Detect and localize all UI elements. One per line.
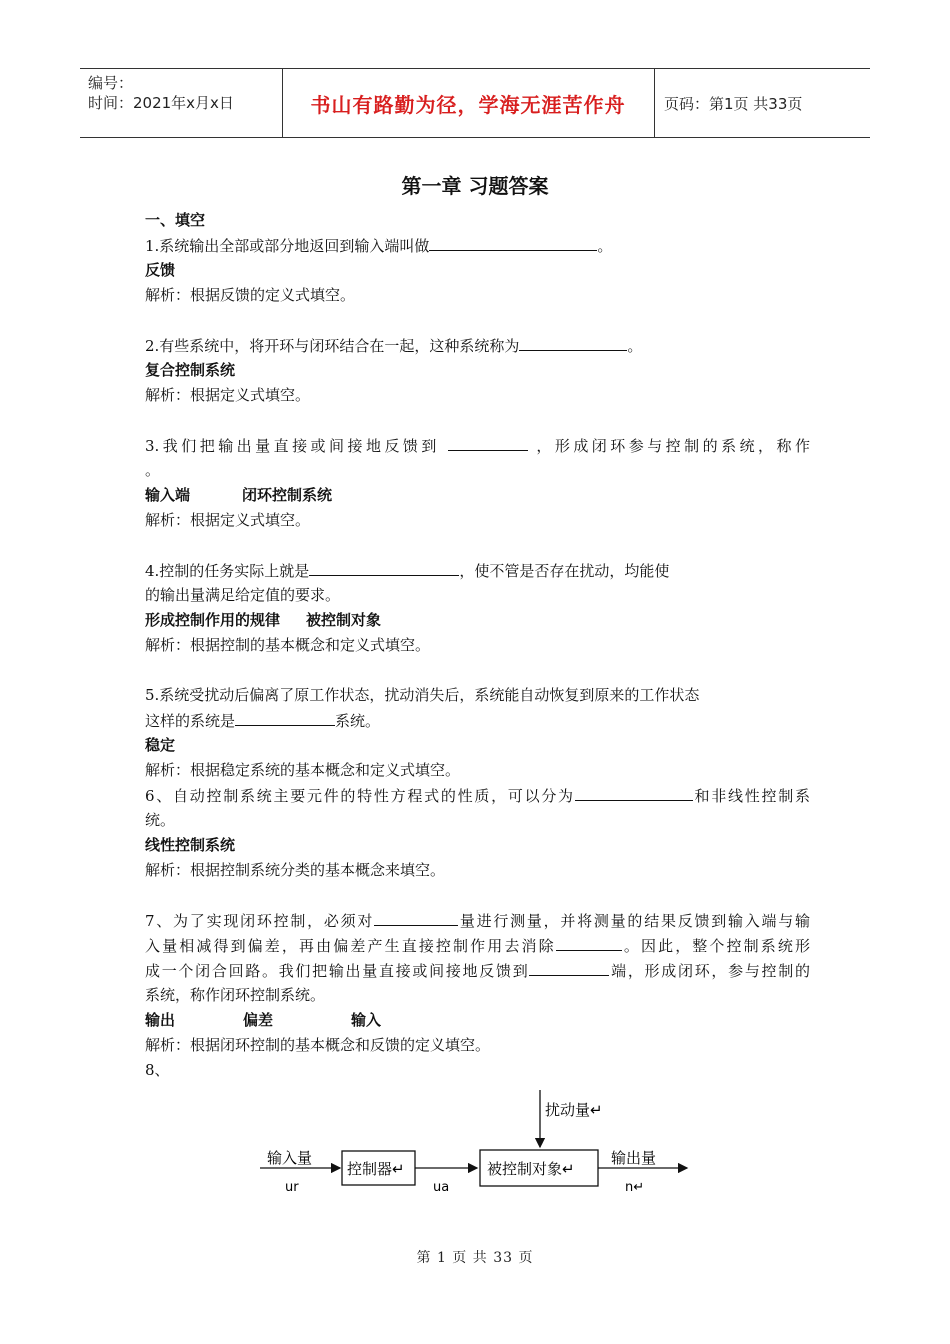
answer-part: 输入: [351, 1011, 382, 1029]
answer-7: [145, 1008, 810, 1033]
input-signal: ur: [285, 1180, 299, 1195]
question-8: 8、: [145, 1061, 170, 1079]
output-label: 输出量: [611, 1149, 657, 1167]
answer-1: 反馈: [145, 261, 176, 279]
answer-part: 被控制对象: [306, 611, 382, 629]
page-footer: 第 1 页 共 33 页: [416, 1250, 534, 1266]
question-text: 入量相减得到偏差，再由偏差产生直接控制作用去消除: [145, 937, 556, 955]
question-text: 6、自动控制系统主要元件的特性方程式的性质，可以分为: [145, 787, 575, 805]
plant-label: 被控制对象↵: [487, 1160, 575, 1178]
analysis-1: 解析：根据反馈的定义式填空。: [145, 286, 356, 304]
disturbance-label: 扰动量↵: [545, 1101, 603, 1119]
header-meta: [88, 73, 278, 113]
question-4-cont: 的输出量满足给定值的要求。: [145, 586, 341, 604]
question-text: ，使不管是否存在扰动，均能使: [459, 562, 670, 580]
question-7-line-1: [145, 908, 810, 933]
question-text: 量进行测量，并将测量的结果反馈到输入端与输: [458, 912, 810, 930]
header-page-number: 页码：第1页 共33页: [664, 94, 803, 113]
control-signal-label: ua: [433, 1180, 450, 1195]
code-label: 编号：: [88, 74, 134, 92]
answer-blank: [374, 908, 458, 926]
output-signal: n↵: [625, 1180, 645, 1195]
analysis-3: 解析：根据定义式填空。: [145, 511, 311, 529]
question-1: [145, 233, 810, 258]
spacer: [145, 308, 810, 333]
answer-part: 形成控制作用的规律: [145, 611, 281, 629]
question-text: 3.我们把输出量直接或间接地反馈到: [145, 437, 440, 455]
block-diagram: [255, 1085, 705, 1205]
question-text: 和非线性控制系: [692, 787, 810, 805]
question-4: [145, 558, 810, 583]
controller-label: 控制器↵: [347, 1160, 405, 1178]
answer-blank: [529, 958, 609, 976]
time-label: 时间：2021年x月x日: [88, 94, 234, 112]
question-text: 成一个闭合回路。我们把输出量直接或间接地反馈到: [145, 962, 530, 980]
answer-4: [145, 608, 810, 633]
question-2: [145, 333, 810, 358]
question-7-line-4: 系统，称作闭环控制系统。: [145, 986, 326, 1004]
question-3: [145, 433, 810, 458]
document-body: [145, 208, 810, 1083]
answer-blank: [556, 933, 622, 951]
analysis-5: 解析：根据稳定系统的基本概念和定义式填空。: [145, 761, 461, 779]
block-diagram-svg: [255, 1085, 705, 1205]
answer-blank: [309, 558, 459, 576]
analysis-4: 解析：根据控制的基本概念和定义式填空。: [145, 636, 431, 654]
spacer: [145, 408, 810, 433]
answer-blank: [448, 433, 528, 451]
answer-blank: [235, 708, 335, 726]
question-text: ，形成闭环参与控制的系统，称作: [536, 437, 810, 455]
question-3-end: 。: [145, 461, 161, 479]
answer-6: 线性控制系统: [145, 836, 236, 854]
answer-blank: [519, 333, 627, 351]
section-heading: 一、填空: [145, 211, 206, 229]
question-tail: 。: [597, 237, 613, 255]
question-7-line-3: [145, 958, 810, 983]
question-6: [145, 783, 810, 808]
header-divider: [654, 69, 655, 137]
input-label: 输入量: [267, 1149, 313, 1167]
question-5: 5.系统受扰动后偏离了原工作状态，扰动消失后，系统能自动恢复到原来的工作状态: [145, 686, 700, 704]
question-6-end: 统。: [145, 811, 176, 829]
answer-2: 复合控制系统: [145, 361, 236, 379]
answer-part: 闭环控制系统: [242, 486, 333, 504]
analysis-7: 解析：根据闭环控制的基本概念和反馈的定义填空。: [145, 1036, 491, 1054]
question-text: 1.系统输出全部或部分地返回到输入端叫做: [145, 237, 430, 255]
question-tail: 。: [627, 337, 643, 355]
question-text: 这样的系统是: [145, 712, 236, 730]
question-text: 系统。: [335, 712, 381, 730]
analysis-6: 解析：根据控制系统分类的基本概念来填空。: [145, 861, 446, 879]
spacer: [145, 658, 810, 683]
spacer: [145, 533, 810, 558]
page-title: 第一章 习题答案: [401, 174, 549, 198]
header-motto: 书山有路勤为径，学海无涯苦作舟: [310, 92, 626, 117]
answer-blank: [429, 233, 597, 251]
answer-part: 输出: [145, 1011, 176, 1029]
question-text: 7、为了实现闭环控制，必须对: [145, 912, 375, 930]
question-5-cont: [145, 708, 810, 733]
answer-part: 输入端: [145, 486, 191, 504]
answer-5: 稳定: [145, 736, 176, 754]
question-text: 。因此，整个控制系统形: [621, 937, 810, 955]
answer-blank: [575, 783, 693, 801]
page-header: [80, 68, 870, 138]
question-text: 4.控制的任务实际上就是: [145, 562, 310, 580]
spacer: [145, 883, 810, 908]
question-text: 2.有些系统中，将开环与闭环结合在一起，这种系统称为: [145, 337, 520, 355]
analysis-2: 解析：根据定义式填空。: [145, 386, 311, 404]
question-text: 端，形成闭环，参与控制的: [609, 962, 810, 980]
answer-3: [145, 483, 810, 508]
answer-part: 偏差: [243, 1011, 274, 1029]
question-7-line-2: [145, 933, 810, 958]
